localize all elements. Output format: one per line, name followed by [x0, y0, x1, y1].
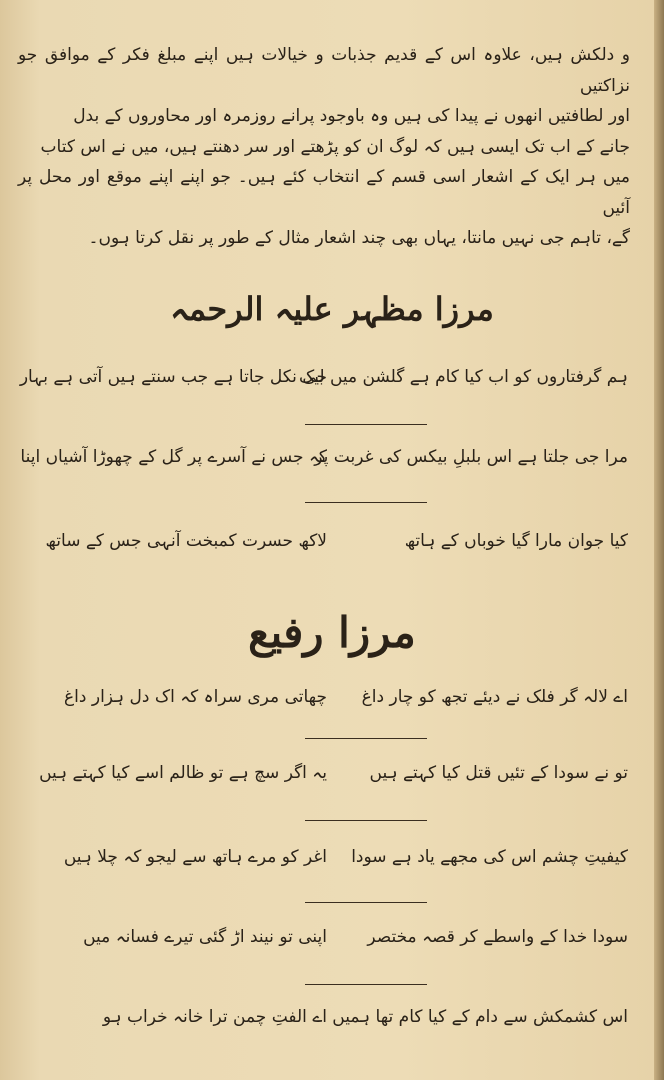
misra-first: سودا خدا کے واسطے کر قصہ مختصر — [367, 927, 628, 947]
misra-second: چھاتی مری سراہ کہ اک دل ہزار داغ — [64, 687, 327, 707]
misra-first: کیا جوان مارا گیا خوباں کے ہاتھ — [404, 531, 628, 551]
verse-divider — [305, 820, 427, 821]
verse-couplet — [19, 366, 628, 398]
section-heading-mazhar: مرزا مظہر علیہ الرحمہ — [170, 290, 494, 328]
misra-first: کیفیتِ چشم اس کی مجھے یاد ہے سودا — [351, 847, 628, 867]
misra-second: اغر کو مرے ہاتھ سے لیجو کہ چلا ہیں — [63, 847, 327, 867]
misra-first: تو نے سودا کے تئیں قتل کیا کہتے ہیں — [369, 763, 628, 783]
verse-couplet — [20, 446, 628, 478]
verse-divider — [305, 502, 427, 503]
paragraph-line: گے، تاہم جی نہیں مانتا، یہاں بھی چند اشعار مثال کے طور پر نقل کرتا ہوں۔ — [88, 228, 630, 248]
page-spine-edge — [654, 0, 664, 1080]
verse-couplet — [26, 926, 628, 958]
paragraph-line: جانے کے اب تک ایسی ہیں کہ لوگ ان کو پڑھتے اور سر دھنتے ہیں، میں نے اس کتاب — [40, 136, 630, 157]
verse-couplet — [26, 762, 628, 794]
paragraph-line: میں ہر ایک کے اشعار اسی قسم کے انتخاب کئے ہیں۔ جو اپنے اپنے موقع اور محل پر آئیں — [18, 167, 630, 218]
misra-first: ہم گرفتاروں کو اب کیا کام ہے گلشن میں لیک — [299, 367, 628, 387]
section-heading-rafi: مرزا رفیع — [248, 608, 416, 657]
misra-first: مرا جی جلتا ہے اس بلبلِ بیکس کی غربت پر — [314, 447, 628, 467]
verse-couplet — [26, 1006, 628, 1038]
misra-second: کہ جس نے آسرے پر گل کے چھوڑا آشیاں اپنا — [20, 447, 327, 467]
verse-divider — [305, 902, 427, 903]
verse-divider — [305, 424, 427, 425]
intro-paragraph — [18, 40, 630, 254]
misra-second: جی نکل جاتا ہے جب سنتے ہیں آتی ہے بہار — [19, 367, 327, 387]
verse-divider — [305, 984, 427, 985]
misra-first: اے لالہ گر فلک نے دیئے تجھ کو چار داغ — [361, 687, 628, 707]
verse-couplet — [26, 846, 628, 878]
paragraph-line: و دلکش ہیں، علاوہ اس کے قدیم جذبات و خیالات ہیں اپنے مبلغ فکر کے موافق جو نزاکتیں — [18, 45, 630, 96]
misra-second: لاکھ حسرت کمبخت آنہی جس کے ساتھ — [45, 531, 327, 551]
paragraph-line: اور لطافتیں انھوں نے پیدا کی ہیں وہ باوجود پرانے روزمرہ اور محاوروں کے بدل — [73, 106, 630, 126]
misra-second: اے الفتِ چمن ترا خانہ خراب ہو — [102, 1007, 327, 1027]
misra-second: یہ اگر سچ ہے تو ظالم اسے کیا کہتے ہیں — [39, 763, 327, 783]
verse-divider — [305, 738, 427, 739]
misra-second: اپنی تو نیند اڑ گئی تیرے فسانہ میں — [83, 927, 327, 947]
misra-first: اس کشمکش سے دام کے کیا کام تھا ہمیں — [332, 1007, 628, 1027]
verse-couplet — [26, 530, 628, 562]
verse-couplet — [26, 686, 628, 718]
